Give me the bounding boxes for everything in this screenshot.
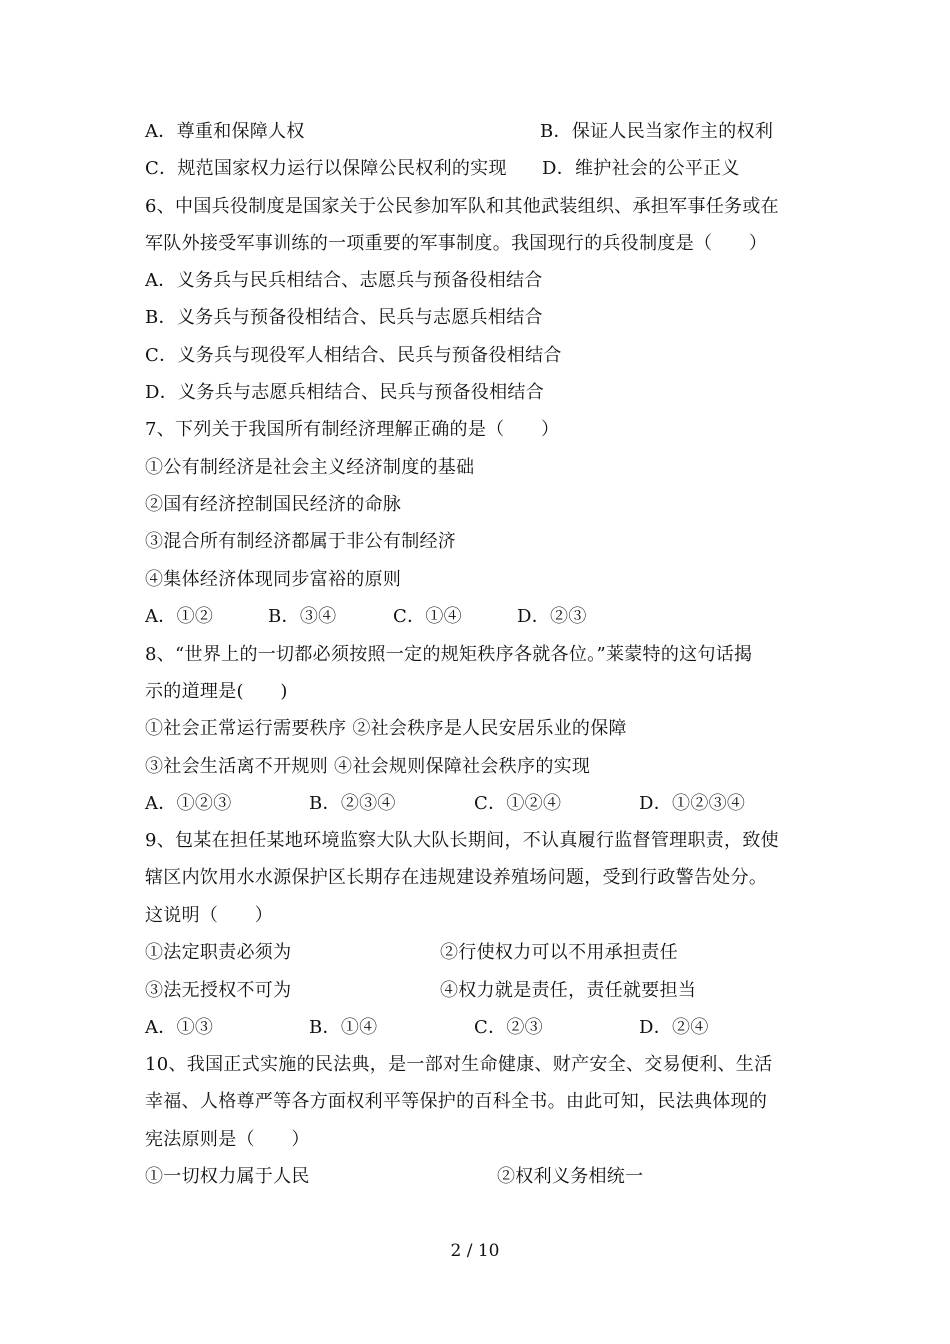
q5-option-b: B．保证人民当家作主的权利 xyxy=(540,121,774,142)
page-number: 2 / 10 xyxy=(450,1241,500,1261)
q8-stem-line-2: 示的道理是( ) xyxy=(145,681,288,702)
q9-statement-4: ④权力就是责任，责任就要担当 xyxy=(440,980,697,1001)
q6-stem-line-2: 军队外接受军事训练的一项重要的军事制度。我国现行的兵役制度是（ ） xyxy=(145,233,768,254)
q8-stem-line-1: 8、“世界上的一切都必须按照一定的规矩秩序各就各位。”莱蒙特的这句话揭 xyxy=(145,644,753,665)
q8-option-c: C．①②④ xyxy=(474,793,562,814)
q9-option-c: C．②③ xyxy=(474,1017,543,1038)
q9-option-d: D．②④ xyxy=(639,1017,709,1038)
q5-option-c: C．规范国家权力运行以保障公民权利的实现 xyxy=(145,158,507,179)
q8-option-a: A．①②③ xyxy=(145,793,232,814)
q5-option-a: A．尊重和保障人权 xyxy=(145,121,305,142)
q9-stem-line-1: 9、包某在担任某地环境监察大队大队长期间，不认真履行监督管理职责，致使 xyxy=(145,830,779,851)
q8-option-b: B．②③④ xyxy=(309,793,396,814)
q7-option-b: B．③④ xyxy=(268,606,337,627)
q10-statement-1: ①一切权力属于人民 xyxy=(145,1166,310,1187)
q7-stem: 7、下列关于我国所有制经济理解正确的是（ ） xyxy=(145,419,560,440)
q6-stem-line-1: 6、中国兵役制度是国家关于公民参加军队和其他武装组织、承担军事任务或在 xyxy=(145,196,779,217)
q6-option-c: C．义务兵与现役军人相结合、民兵与预备役相结合 xyxy=(145,345,562,366)
q9-statement-3: ③法无授权不可为 xyxy=(145,980,292,1001)
q8-statements-1-2: ①社会正常运行需要秩序 ②社会秩序是人民安居乐业的保障 xyxy=(145,718,627,739)
q8-option-d: D．①②③④ xyxy=(639,793,746,814)
q8-statements-3-4: ③社会生活离不开规则 ④社会规则保障社会秩序的实现 xyxy=(145,756,591,777)
q7-option-a: A．①② xyxy=(145,606,214,627)
q9-statement-1: ①法定职责必须为 xyxy=(145,942,292,963)
q7-option-d: D．②③ xyxy=(517,606,587,627)
q6-option-a: A．义务兵与民兵相结合、志愿兵与预备役相结合 xyxy=(145,270,543,291)
q9-option-b: B．①④ xyxy=(309,1017,378,1038)
q9-stem-line-2: 辖区内饮用水水源保护区长期存在违规建设养殖场问题，受到行政警告处分。 xyxy=(145,867,768,888)
q10-stem-line-3: 宪法原则是（ ） xyxy=(145,1129,310,1150)
q7-statement-4: ④集体经济体现同步富裕的原则 xyxy=(145,569,402,590)
q7-statement-1: ①公有制经济是社会主义经济制度的基础 xyxy=(145,457,475,478)
q10-statement-2: ②权利义务相统一 xyxy=(497,1166,644,1187)
q10-stem-line-2: 幸福、人格尊严等各方面权利平等保护的百科全书。由此可知，民法典体现的 xyxy=(145,1091,768,1112)
q6-option-b: B．义务兵与预备役相结合、民兵与志愿兵相结合 xyxy=(145,307,543,328)
q7-statement-3: ③混合所有制经济都属于非公有制经济 xyxy=(145,531,457,552)
q5-option-d: D．维护社会的公平正义 xyxy=(542,158,740,179)
q7-option-c: C．①④ xyxy=(393,606,462,627)
q10-stem-line-1: 10、我国正式实施的民法典，是一部对生命健康、财产安全、交易便利、生活 xyxy=(145,1054,773,1075)
q9-option-a: A．①③ xyxy=(145,1017,214,1038)
q7-statement-2: ②国有经济控制国民经济的命脉 xyxy=(145,494,402,515)
q6-option-d: D．义务兵与志愿兵相结合、民兵与预备役相结合 xyxy=(145,382,545,403)
q9-stem-line-3: 这说明（ ） xyxy=(145,905,274,926)
q9-statement-2: ②行使权力可以不用承担责任 xyxy=(440,942,678,963)
